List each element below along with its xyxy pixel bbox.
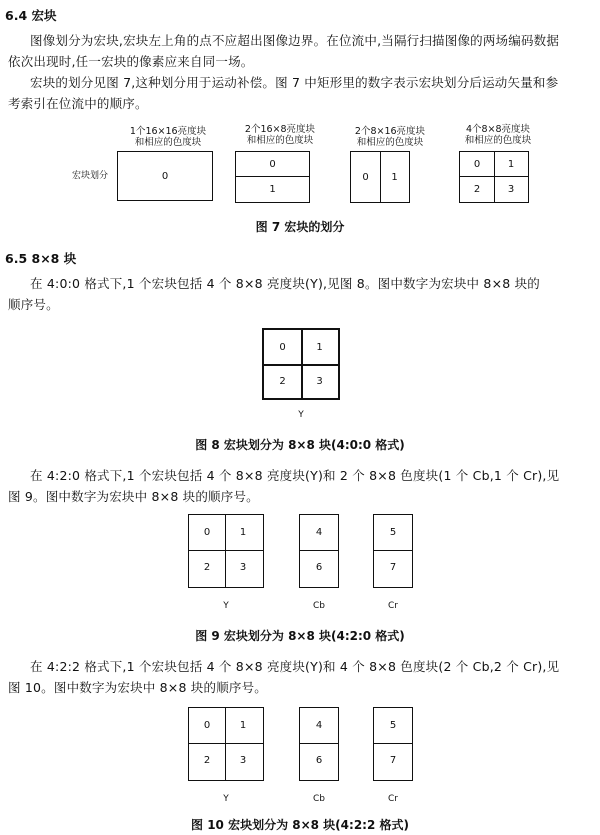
fig9-y-cell-0: 0 <box>203 527 211 538</box>
p420-line1: 在 4:2:0 格式下,1 个宏块包括 4 个 8×8 亮度块(Y)和 2 个 8×8 色度块(1 个 Cb,1 个 Cr),见 <box>30 468 560 483</box>
fig9-cr-cell-top: 5 <box>389 527 397 538</box>
fig9-y-cell-3: 3 <box>239 562 247 573</box>
p422-line2: 图 10。图中数字为宏块中 8×8 块的顺序号。 <box>8 680 268 695</box>
s64-para1-line2: 依次出现时,任一宏块的像素应来自同一场。 <box>8 54 254 69</box>
fig8-y-block <box>262 328 340 400</box>
fig10-caption: 图 10 宏块划分为 8×8 块(4:2:2 格式) <box>191 818 409 832</box>
fig7-b4-cell-3: 3 <box>507 183 515 195</box>
fig9-y-block <box>188 514 264 588</box>
fig7-row-label: 宏块划分 <box>71 171 108 181</box>
fig8-cell-0: 0 <box>279 341 286 353</box>
fig7-block-8x16 <box>350 151 410 203</box>
fig10-cr-cell-bottom: 7 <box>389 755 397 766</box>
fig9-label-cb: Cb <box>313 601 325 611</box>
fig10-cb-cell-top: 4 <box>315 720 323 731</box>
fig9-cr-cell-bottom: 7 <box>389 562 397 573</box>
fig7-caption: 图 7 宏块的划分 <box>255 220 345 234</box>
s64-para2-line1: 宏块的划分见图 7,这种划分用于运动补偿。图 7 中矩形里的数字表示宏块划分后运动矢量和参 <box>30 75 559 90</box>
fig7-b2-cell-bottom: 1 <box>269 184 276 195</box>
p420-line2: 图 9。图中数字为宏块中 8×8 块的顺序号。 <box>8 489 259 504</box>
fig10-y-cell-0: 0 <box>203 720 211 731</box>
fig9-caption: 图 9 宏块划分为 8×8 块(4:2:0 格式) <box>195 629 405 643</box>
fig10-y-cell-1: 1 <box>239 720 247 731</box>
fig7-block4-label: 4个8×8亮度块 和相应的色度块 <box>464 124 532 146</box>
fig10-y-cell-3: 3 <box>239 755 247 766</box>
fig7-block3-label: 2个8×16亮度块 和相应的色度块 <box>354 126 426 148</box>
fig7-b2-cell-top: 0 <box>269 159 276 170</box>
fig7-block-8x8 <box>459 151 529 203</box>
fig7-b4-cell-2: 2 <box>473 183 481 195</box>
s65-para1-line1: 在 4:0:0 格式下,1 个宏块包括 4 个 8×8 亮度块(Y),见图 8。图中数字为宏块中 8×8 块的 <box>30 276 540 291</box>
section-6-4-title: 6.4 宏块 <box>5 8 57 23</box>
fig8-cell-1: 1 <box>316 341 323 353</box>
fig10-label-cb: Cb <box>313 794 325 804</box>
fig7-b3-cell-right: 1 <box>391 171 398 183</box>
fig7-b3-cell-left: 0 <box>362 171 369 183</box>
fig7-block1-label: 1个16×16亮度块 和相应的色度块 <box>129 126 207 148</box>
fig7-b1-cell: 0 <box>161 170 169 182</box>
fig8-cell-2: 2 <box>279 375 286 387</box>
fig10-cr-block <box>373 707 413 781</box>
fig10-cb-cell-bottom: 6 <box>315 755 323 766</box>
fig9-cr-block <box>373 514 413 588</box>
fig8-label-y: Y <box>298 410 304 420</box>
fig9-label-y: Y <box>223 601 229 611</box>
fig9-y-cell-1: 1 <box>239 527 247 538</box>
fig10-y-block <box>188 707 264 781</box>
fig9-cb-block <box>299 514 339 588</box>
fig8-caption: 图 8 宏块划分为 8×8 块(4:0:0 格式) <box>195 438 405 452</box>
fig10-label-cr: Cr <box>388 794 398 804</box>
fig9-cb-cell-bottom: 6 <box>315 562 323 573</box>
fig7-b4-cell-0: 0 <box>473 158 481 170</box>
fig10-y-cell-2: 2 <box>203 755 211 766</box>
fig10-label-y: Y <box>223 794 229 804</box>
fig7-b4-cell-1: 1 <box>507 158 515 170</box>
s65-para1-line2: 顺序号。 <box>8 297 59 312</box>
fig7-block2-label: 2个16×8亮度块 和相应的色度块 <box>244 124 316 146</box>
fig9-label-cr: Cr <box>388 601 398 611</box>
fig8-cell-3: 3 <box>316 375 323 387</box>
s64-para2-line2: 考索引在位流中的顺序。 <box>8 96 148 111</box>
p422-line1: 在 4:2:2 格式下,1 个宏块包括 4 个 8×8 亮度块(Y)和 4 个 8×8 色度块(2 个 Cb,2 个 Cr),见 <box>30 659 560 674</box>
fig10-cr-cell-top: 5 <box>389 720 397 731</box>
fig7-block-16x8 <box>235 151 310 203</box>
fig9-y-cell-2: 2 <box>203 562 211 573</box>
section-6-5-title: 6.5 8×8 块 <box>5 251 77 266</box>
fig10-cb-block <box>299 707 339 781</box>
fig7-block-16x16 <box>117 151 213 201</box>
s64-para1-line1: 图像划分为宏块,宏块左上角的点不应超出图像边界。在位流中,当隔行扫描图像的两场编码数据 <box>30 33 560 48</box>
fig9-cb-cell-top: 4 <box>315 527 323 538</box>
